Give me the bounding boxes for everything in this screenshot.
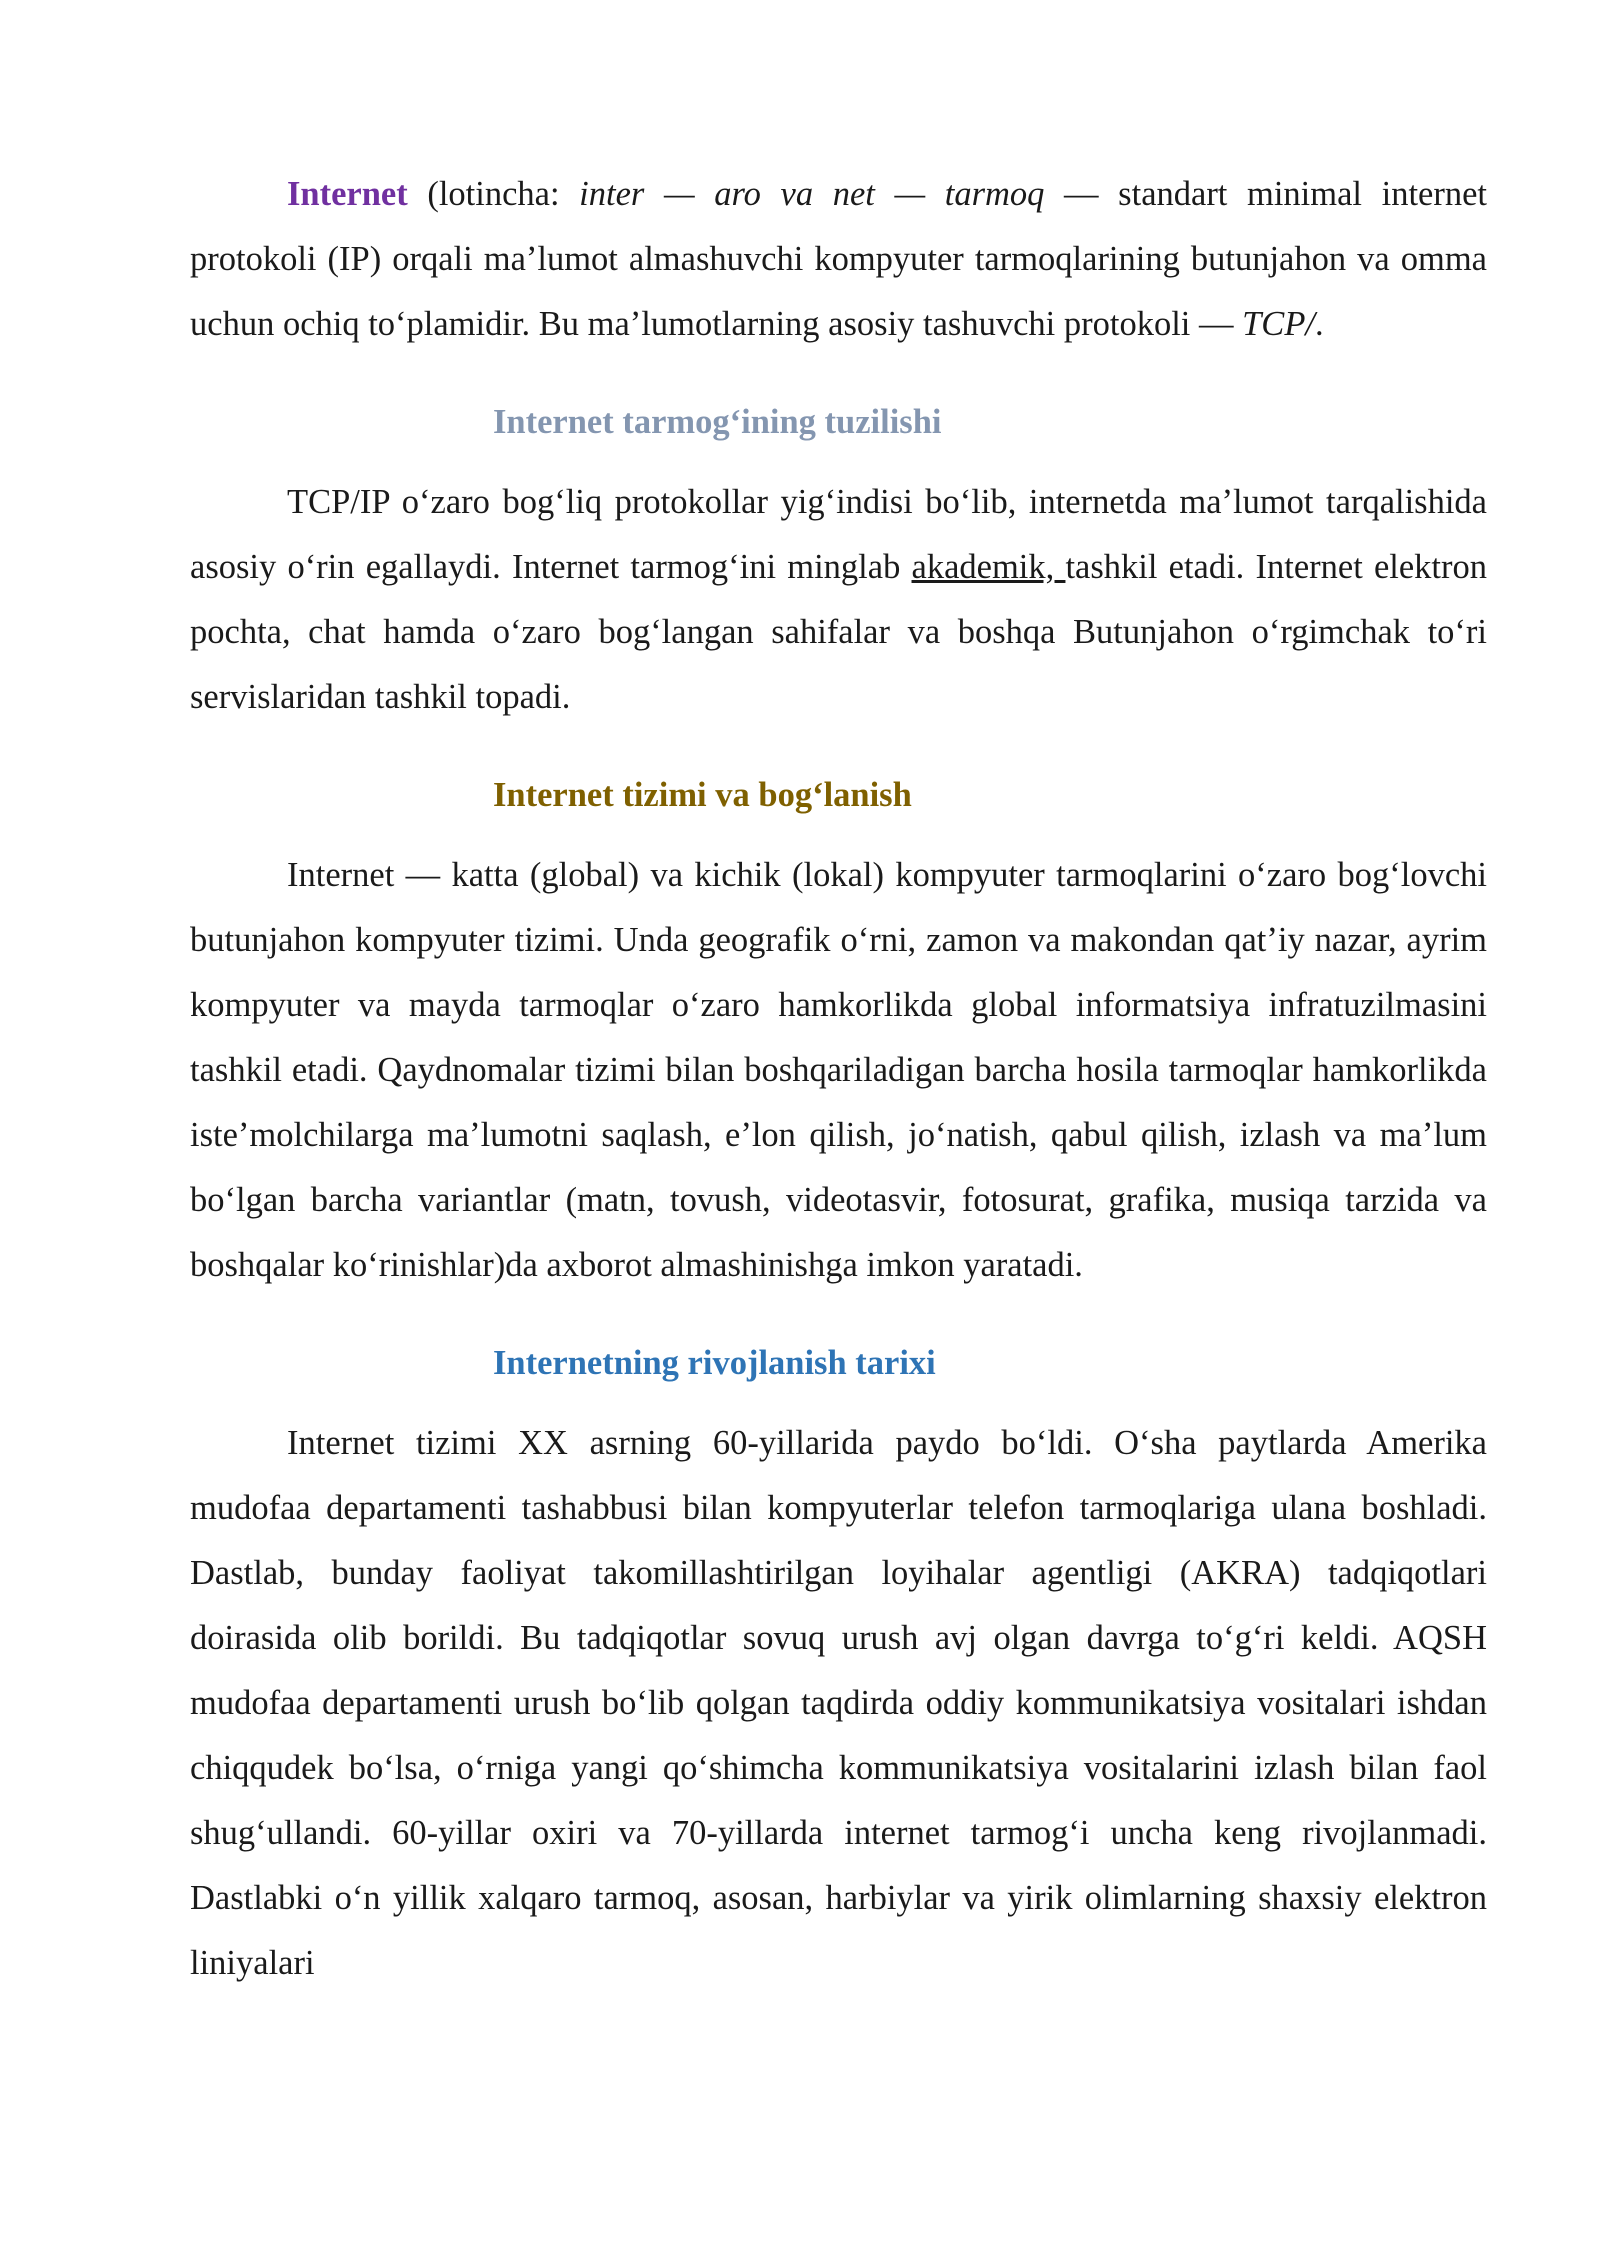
section-heading-system: Internet tizimi va bogʻlanish [493, 776, 912, 814]
intro-text-3: . [1314, 305, 1324, 343]
intro-text-2: — standart minimal internet protokoli (IP) orqali maʼlumot almashuvchi kompyuter tarmoqlarining butunjahon va omma uchun ochiq toʻplamidir. Bu maʼlumotlarning asosiy tashuvchi protokoli — [190, 175, 1487, 343]
structure-text-2: tashkil etadi. Internet elektron pochta, chat hamda oʻzaro bogʻlangan sahifalar va boshqa Butunjahon oʻrgimchak toʻri servislaridan tashkil topadi. [190, 548, 1488, 716]
intro-paragraph [190, 162, 1487, 357]
internet-keyword: Internet [287, 175, 408, 213]
intro-text-1: (lotincha: [407, 175, 580, 213]
intro-etymology: inter — aro va net — tarmoq [579, 175, 1045, 213]
structure-paragraph [190, 470, 1487, 730]
structure-text-1: TCP/IP oʻzaro bogʻliq protokollar yigʻindisi boʻlib, internetda maʼlumot tarqalishida asosiy oʻrin egallaydi. Internet tarmogʻini minglab [190, 483, 1487, 586]
section-heading-history: Internetning rivojlanish tarixi [493, 1344, 936, 1382]
intro-protocol: TCP/ [1242, 305, 1315, 343]
system-paragraph: Internet — katta (global) va kichik (lokal) kompyuter tarmoqlarini oʻzaro bogʻlovchi butunjahon kompyuter tizimi. Unda geografik oʻrni, zamon va makondan qatʼiy nazar, ayrim kompyuter va mayda tarmoqlar oʻzaro hamkorlikda global informatsiya infratuzilmasini tashkil etadi. Qaydnomalar tizimi bilan boshqariladigan barcha hosila tarmoqlar hamkorlikda isteʼmolchilarga maʼlumotni saqlash, eʼlon qilish, joʻnatish, qabul qilish, izlash va maʼlum boʻlgan barcha variantlar (matn, tovush, videotasvir, fotosurat, grafika, musiqa tarzida va boshqalar koʻrinishlar)da axborot almashinishga imkon yaratadi. [190, 856, 1487, 1284]
history-paragraph: Internet tizimi XX asrning 60-yillarida paydo boʻldi. Oʻsha paytlarda Amerika mudofaa departamenti tashabbusi bilan kompyuterlar telefon tarmoqlariga ulana boshladi. Dastlab, bunday faoliyat takomillashtirilgan loyihalar agentligi (AKRA) tadqiqotlari doirasida olib borildi. Bu tadqiqotlar sovuq urush avj olgan davrga toʻgʻri keldi. AQSH mudofaa departamenti urush boʻlib qolgan taqdirda oddiy kommunikatsiya vositalari ishdan chiqqudek boʻlsa, oʻrniga yangi qoʻshimcha kommunikatsiya vositalarini izlash bilan faol shugʻullandi. 60-yillar oxiri va 70-yillarda internet tarmogʻi uncha keng rivojlanmadi. Dastlabki oʻn yillik xalqaro tarmoq, asosan, harbiylar va yirik olimlarning shaxsiy elektron liniyalari [190, 1424, 1487, 1982]
section-heading-structure: Internet tarmogʻining tuzilishi [493, 403, 942, 441]
academic-link[interactable]: akademik, [911, 548, 1066, 586]
